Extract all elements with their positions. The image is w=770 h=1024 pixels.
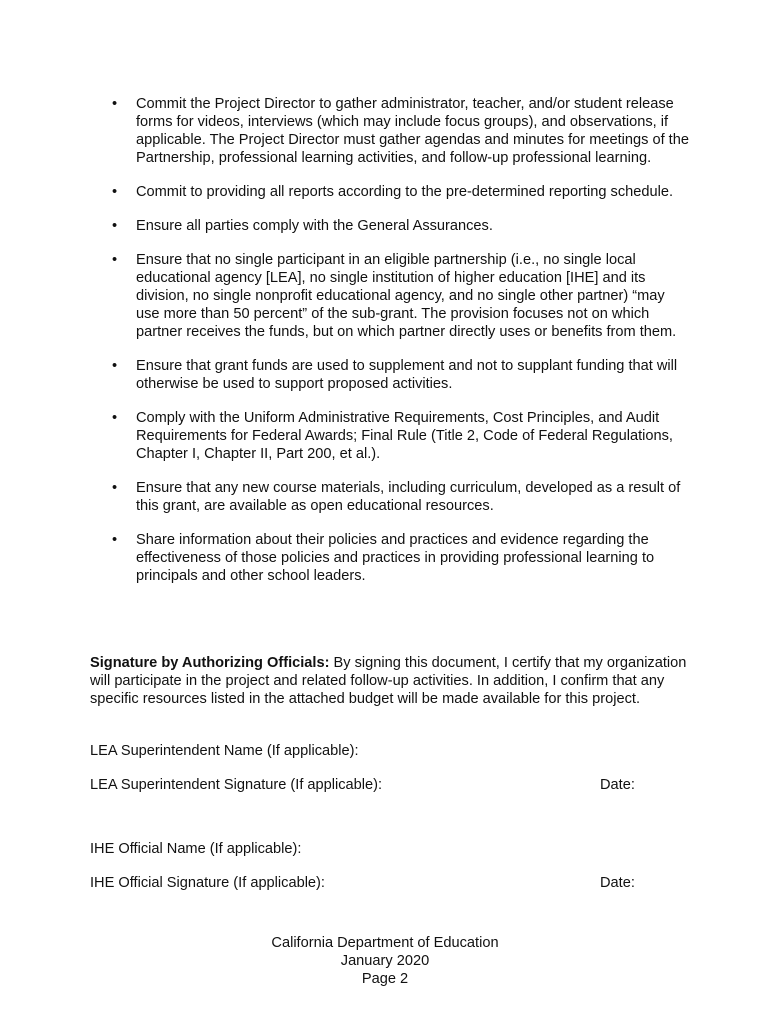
lea-superintendent-signature-label: LEA Superintendent Signature (If applicable): xyxy=(90,777,383,793)
list-item: • Ensure that no single participant in an eligible partnership (i.e., no single local educational agency [LEA], no single institution of higher education [IHE] and its division, no single nonprofit educational agency, and no single other partner) “may use more than 50 percent” of the sub-grant. The provision focuses not on which partner receives the funds, but on which partner directly uses or benefits from them. xyxy=(112,252,677,340)
list-item: • Ensure that grant funds are used to supplement and not to supplant funding that will otherwise be used to support proposed activities. xyxy=(112,358,678,392)
ihe-official-signature-label: IHE Official Signature (If applicable): xyxy=(90,875,325,891)
list-item-text: Ensure that grant funds are used to supplement and not to supplant funding that will otherwise be used to support proposed activities. xyxy=(136,358,678,392)
ihe-official-name-label: IHE Official Name (If applicable): xyxy=(90,841,302,857)
lea-date-label: Date: xyxy=(600,777,635,793)
list-item: • Ensure all parties comply with the General Assurances. xyxy=(112,218,493,234)
ihe-date-label: Date: xyxy=(600,875,635,891)
assurance-list xyxy=(90,95,690,601)
page-footer xyxy=(0,934,770,988)
signature-heading: Signature by Authorizing Officials: xyxy=(90,655,330,671)
lea-superintendent-name-label: LEA Superintendent Name (If applicable): xyxy=(90,743,359,759)
footer-date: January 2020 xyxy=(340,953,430,969)
list-item-text: Ensure all parties comply with the General Assurances. xyxy=(136,218,493,234)
footer-organization: California Department of Education xyxy=(271,935,499,951)
list-item: • Share information about their policies and practices and evidence regarding the effectiveness of those policies and practices in providing professional learning to principals and other school leaders. xyxy=(112,532,655,584)
list-item-text: Commit to providing all reports according to the pre-determined reporting schedule. xyxy=(136,184,673,200)
list-item-text: Ensure that any new course materials, including curriculum, developed as a result of this grant, are available as open educational resources. xyxy=(136,480,681,514)
list-item: • Ensure that any new course materials, including curriculum, developed as a result of this grant, are available as open educational resources. xyxy=(112,480,681,514)
list-item: • Commit to providing all reports according to the pre-determined reporting schedule. xyxy=(112,184,673,200)
list-item-text: Commit the Project Director to gather administrator, teacher, and/or student release forms for videos, interviews (which may include focus groups), and observations, if applicable. The Project Director must gather agendas and minutes for meetings of the Partnership, professional learning activities, and follow-up professional learning. xyxy=(136,96,689,166)
list-item: • Comply with the Uniform Administrative Requirements, Cost Principles, and Audit Requirements for Federal Awards; Final Rule (Title 2, Code of Federal Regulations, Chapter I, Chapter II, Part 200, et al.). xyxy=(112,410,673,462)
list-item-text: Ensure that no single participant in an eligible partnership (i.e., no single local educational agency [LEA], no single institution of higher education [IHE] and its division, no single nonprofit educational agency, and no single other partner) “may use more than 50 percent” of the sub-grant. The provision focuses not on which partner receives the funds, but on which partner directly uses or benefits from them. xyxy=(136,252,677,340)
page-number: Page 2 xyxy=(361,971,409,987)
list-item: • Commit the Project Director to gather administrator, teacher, and/or student release forms for videos, interviews (which may include focus groups), and observations, if applicable. The Project Director must gather agendas and minutes for meetings of the Partnership, professional learning activities, and follow-up professional learning. xyxy=(112,96,689,166)
list-item-text: Share information about their policies and practices and evidence regarding the effectiveness of those policies and practices in providing professional learning to principals and other school leaders. xyxy=(136,532,655,584)
signature-statement xyxy=(90,654,700,708)
list-item-text: Comply with the Uniform Administrative Requirements, Cost Principles, and Audit Requirements for Federal Awards; Final Rule (Title 2, Code of Federal Regulations, Chapter I, Chapter II, Part 200, et al.). xyxy=(136,410,673,462)
signature-body: By signing this document, I certify that my organization will participate in the project and related follow-up activities. In addition, I confirm that any specific resources listed in the attached budget will be made available for this project. xyxy=(90,655,687,707)
